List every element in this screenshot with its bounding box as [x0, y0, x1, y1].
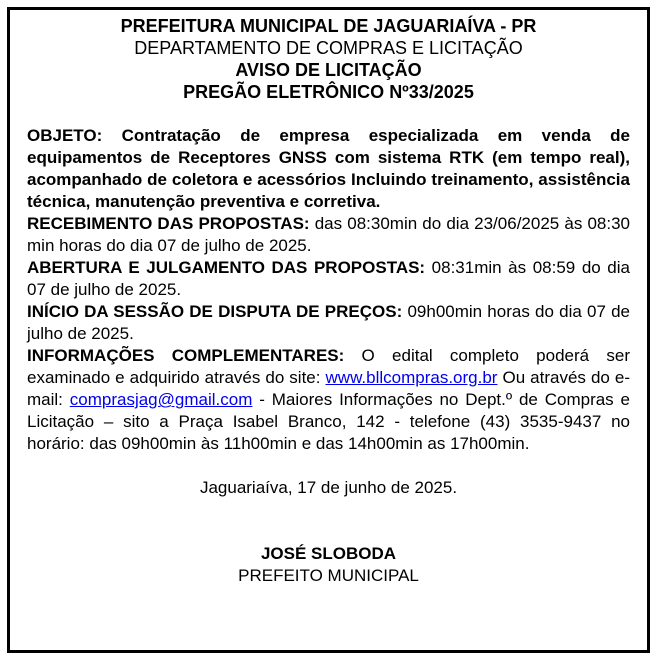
- paragraph-text: O edital completo poderá ser examinado e adquirido através do site:: [27, 346, 630, 387]
- site-link[interactable]: www.bllcompras.org.br: [325, 368, 498, 387]
- paragraph-text: 08:31min às 08:59 do dia 07 de julho de 2025.: [27, 258, 630, 299]
- signature-name: JOSÉ SLOBODA: [260, 544, 397, 563]
- header-line-3: AVISO DE LICITAÇÃO: [235, 60, 422, 80]
- document-header: [27, 15, 630, 103]
- document-body: [27, 125, 630, 455]
- paragraph-text: Ou através do e-mail:: [27, 368, 630, 409]
- paragraph-text: - Maiores Informações no Dept.º de Compras e Licitação – sito a Praça Isabel Branco, 142 - telefone (43) 3535-9437 no horário: das 09h00min às 11h00min e das 14h00min as 17h00min.: [27, 390, 630, 453]
- header-line-4: PREGÃO ELETRÔNICO Nº33/2025: [183, 82, 474, 102]
- paragraph-label: OBJETO: Contratação de empresa especializada em venda de equipamentos de Receptores GNSS com sistema RTK (em tempo real), acompanhado de coletora e acessórios Incluindo treinamento, assistência técnica, manutenção preventiva e corretiva.: [27, 126, 630, 211]
- header-line-2: DEPARTAMENTO DE COMPRAS E LICITAÇÃO: [134, 38, 523, 58]
- paragraph-label: INÍCIO DA SESSÃO DE DISPUTA DE PREÇOS:: [27, 302, 403, 321]
- paragraph-label: ABERTURA E JULGAMENTO DAS PROPOSTAS:: [27, 258, 426, 277]
- objeto-paragraph: [27, 125, 630, 213]
- recebimento-paragraph: [27, 213, 630, 257]
- paragraph-text: 09h00min horas do dia 07 de julho de 2025.: [27, 302, 630, 343]
- informacoes-paragraph: [27, 345, 630, 455]
- date-line: Jaguariaíva, 17 de junho de 2025.: [199, 478, 458, 497]
- signature-block: [27, 543, 630, 587]
- abertura-paragraph: [27, 257, 630, 301]
- notice-document: [7, 7, 650, 653]
- paragraph-label: RECEBIMENTO DAS PROPOSTAS:: [27, 214, 310, 233]
- paragraph-text: das 08:30min do dia 23/06/2025 às 08:30 min horas do dia 07 de julho de 2025.: [27, 214, 630, 255]
- paragraph-label: INFORMAÇÕES COMPLEMENTARES:: [27, 346, 345, 365]
- header-line-1: PREFEITURA MUNICIPAL DE JAGUARIAÍVA - PR: [120, 16, 537, 36]
- signature-title: PREFEITO MUNICIPAL: [238, 566, 419, 585]
- inicio-paragraph: [27, 301, 630, 345]
- email-link[interactable]: comprasjag@gmail.com: [69, 390, 253, 409]
